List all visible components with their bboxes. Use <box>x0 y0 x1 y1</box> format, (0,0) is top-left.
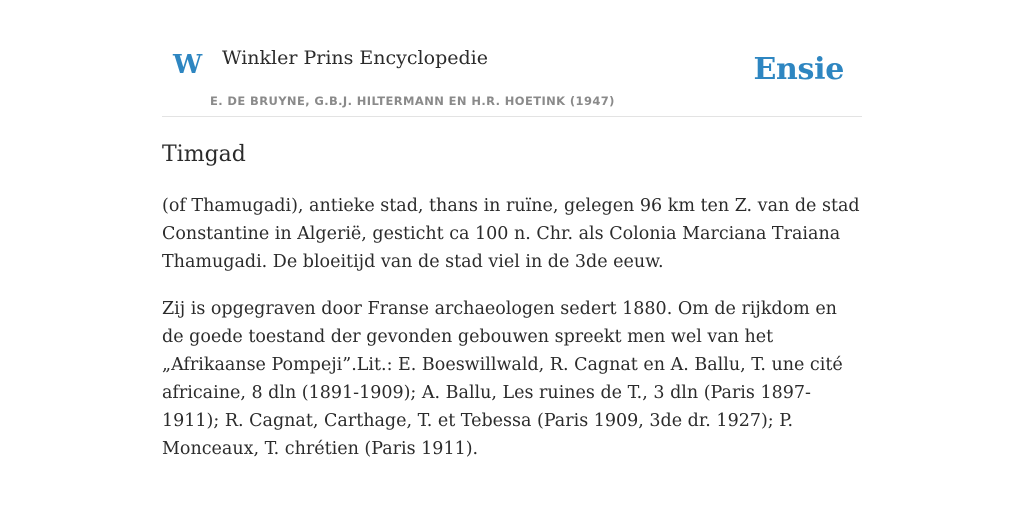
entry-title: Timgad <box>162 142 246 167</box>
entry-paragraph-2: Zij is opgegraven door Franse archaeologen sedert 1880. Om de rijkdom en de goede toestand der gevonden gebouwen spreekt men wel van het „Afrikaanse Pompeji”.Lit.: E. Boeswillwald, R. Cagnat en A. Ballu, T. une cité africaine, 8 dln (1891-1909); A. Ballu, Les ruines de T., 3 dln (Paris 1897-1911); R. Cagnat, Carthage, T. et Tebessa (Paris 1909, 3de dr. 1927); P. Monceaux, T. chrétien (Paris 1911). <box>162 299 843 459</box>
winkler-prins-logo[interactable]: W <box>173 50 203 80</box>
encyclopedia-header <box>162 0 862 117</box>
entry-body <box>162 192 862 482</box>
publication-title[interactable]: Winkler Prins Encyclopedie <box>222 47 488 69</box>
publication-authors: E. DE BRUYNE, G.B.J. HILTERMANN EN H.R. HOETINK (1947) <box>210 94 615 108</box>
entry-paragraph-1: (of Thamugadi), antieke stad, thans in ruïne, gelegen 96 km ten Z. van de stad Constantine in Algerië, gesticht ca 100 n. Chr. als Colonia Marciana Traiana Thamugadi. De bloeitijd van de stad viel in de 3de eeuw. <box>162 196 860 272</box>
ensie-logo[interactable]: Ensie <box>753 52 844 87</box>
